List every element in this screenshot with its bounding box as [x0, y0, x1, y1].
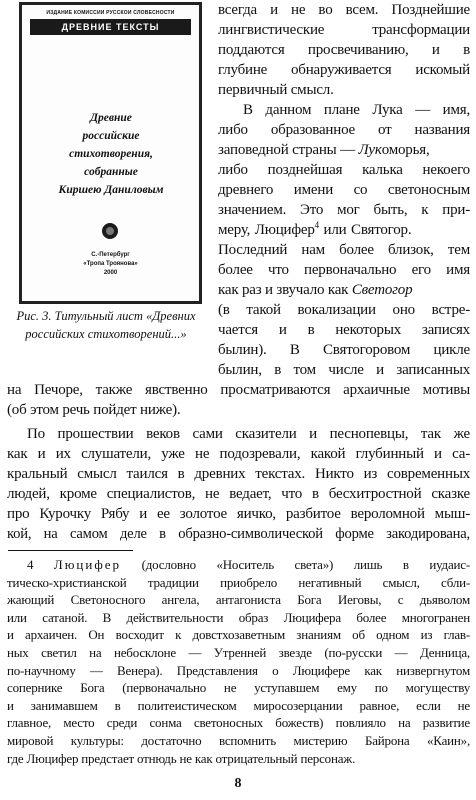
caption-line: Рис. 3. Титульный лист «Древних [16, 309, 196, 323]
footnote-line: главное, место среди сонма светоносных божеств) повлияло на развитие [7, 715, 470, 731]
text-line: либо позднейшая калька некоего [218, 162, 470, 178]
imprint-line: 2000 [103, 270, 118, 276]
paragraph-start: В данном плане Лука — имя, [243, 102, 470, 118]
title-line: Древние [90, 112, 132, 124]
page-number: 8 [234, 776, 242, 791]
footnote-ref[interactable]: 4 [314, 220, 319, 230]
text-line: про Курочку Рябу и ее золотое яичко, разбитое вероломной мыш- [7, 506, 470, 522]
footnote-line: или сатаной. В действительности образ Люцифера более многогранен [7, 609, 470, 625]
text-line: (об этом речь пойдет ниже). [7, 402, 181, 418]
text-line: кой, на самом деле в образно-символической форме закодирована, [7, 526, 470, 542]
footnote-line: и занимавшем в политеистическом миросозерцании равное, если не [7, 697, 470, 713]
footnote-line: тическо-христианской традиции приобрело негативный смысл, сбли- [7, 574, 470, 590]
imprint-line: С.-Петербург [91, 252, 130, 258]
text-line: первичный смысл. [218, 82, 334, 98]
text-fragment: или Святогор. [323, 222, 412, 238]
text-line: людей, кроме специалистов, не ведает, что в бесхитростной сказке [7, 486, 470, 502]
footnote-line: где Люцифер предстает отнюдь не как отрицательный персонаж. [7, 750, 356, 766]
title-page-band: ДРЕВНИЕ ТЕКСТЫ [30, 19, 191, 35]
text-line: более что первоначально его имя [218, 262, 470, 278]
footnote-line: по-научному — Венера). Представления о Люцифере как низвергнутом [7, 662, 470, 678]
text-line: былин). В Святогоровом цикле [218, 342, 470, 358]
figure [3, 2, 206, 364]
text-line: либо образованное от названия [218, 122, 470, 138]
imprint-line: «Тропа Троянова» [83, 261, 138, 267]
title-page-image [19, 2, 202, 304]
text-fragment: заповедной страны — [218, 142, 359, 158]
text-line: древнего имени со светоносным [218, 182, 470, 198]
text-line: чается и в некоторых записях [218, 322, 470, 338]
title-line: Киршею Даниловым [58, 184, 164, 196]
text-fragment: меру, Люцифер [218, 222, 315, 238]
text-fragment: как раз и звучало как [218, 282, 349, 298]
text-line: Последний нам более близок, тем [218, 242, 470, 258]
footnote-line: мировой культуры: достаточно вспомнить мистерию Байрона «Каин», [7, 733, 470, 748]
text-line: поддаются просвечиванию, и в [218, 42, 470, 58]
text-line: кральный смысл таился в древних текстах. Никто из современных [7, 466, 470, 482]
title-line: собранные [84, 166, 138, 178]
text-fragment: (дословно «Носитель света») лишь в иудаис- [141, 557, 470, 572]
footnote-line: жающий Светоносного ангела, антагониста Бога Иеговы, с дьяволом [7, 592, 470, 608]
text-line [218, 220, 470, 240]
title-page-title [32, 109, 190, 199]
title-line: российские [82, 130, 140, 142]
title-line: стихотворения, [69, 148, 153, 160]
figure-caption [3, 307, 209, 343]
footnote-line: сопернике Бога (первоначально не уступавшем ему по могуществу [7, 680, 470, 696]
caption-line: российских стихотворений...» [25, 327, 187, 341]
footnote-line: и архаичен. Он восходит к довстхозаветным знаниям об одном из глав- [7, 627, 470, 643]
footnote-number: 4 [27, 557, 34, 572]
paragraph-start: По прошествии веков сами сказители и песнопевцы, так же [27, 426, 470, 442]
title-page-imprint [42, 251, 179, 278]
text-line: лингвистические трансформации [218, 22, 470, 38]
text-line [218, 140, 470, 160]
text-line: глубине обнаруживается искомый [218, 62, 470, 78]
text-line: (в такой вокализации оно встре- [218, 302, 470, 318]
text-line: былин, в том числе и записанных [218, 362, 470, 378]
text-line: как и их слушатели, уже не подозревали, какой глубинный и са- [7, 446, 470, 462]
text-line: значением. Это мог быть, к при- [218, 202, 470, 218]
footnote-rule [8, 550, 133, 551]
footnote-line [7, 556, 470, 574]
text-fragment: оморья, [381, 142, 430, 158]
emphasis-luk: Лук [358, 142, 382, 158]
footnote-term: Люцифер [53, 557, 122, 572]
text-line: всегда и не во всем. Позднейшие [218, 2, 470, 18]
title-page-publisher: ИЗДАНИЕ КОМИССИИ РУССКОЙ СЛОВЕСНОСТИ [46, 10, 175, 16]
publisher-emblem-icon [102, 223, 118, 239]
footnote-line: ных светил на небосклоне — Утренней звезде (по-русски — Денница, [7, 645, 470, 660]
emphasis-svetogor: Светогор [351, 282, 413, 298]
text-line [218, 280, 470, 300]
text-line: на Печоре, также явственно просматриваются архаичные мотивы [7, 382, 470, 398]
